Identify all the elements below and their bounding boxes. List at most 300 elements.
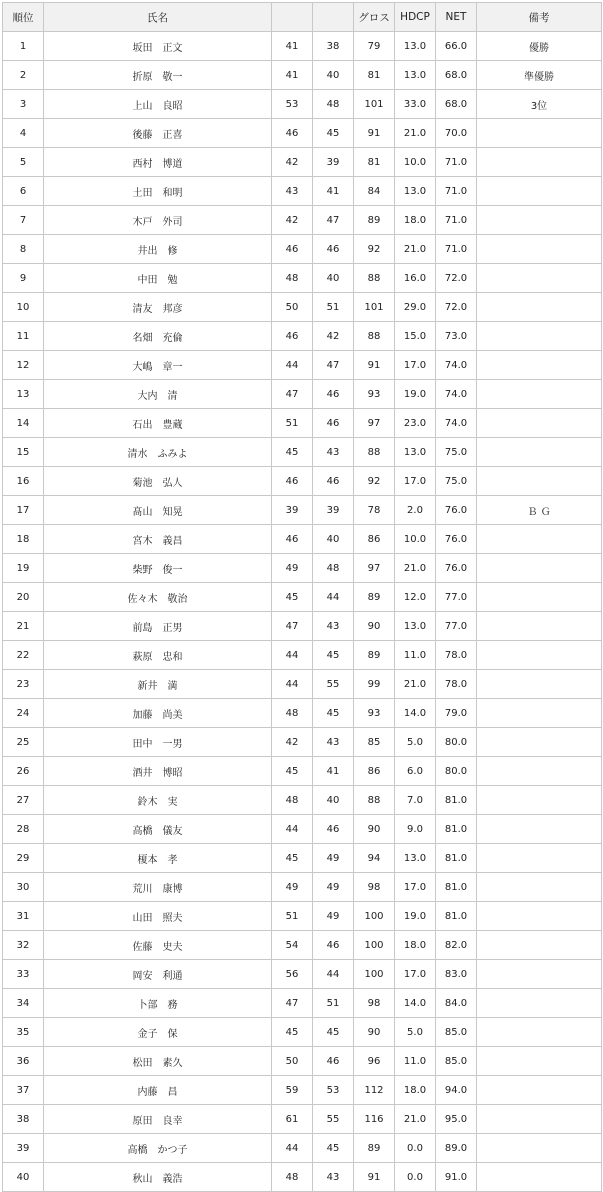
cell-out: 47 [272,380,313,409]
cell-hdcp: 17.0 [395,351,436,380]
cell-in: 43 [313,1163,354,1192]
cell-gross: 88 [354,438,395,467]
cell-gross: 90 [354,612,395,641]
cell-name: 菊池 弘人 [44,467,272,496]
cell-in: 49 [313,902,354,931]
cell-note [477,641,602,670]
cell-gross: 79 [354,32,395,61]
cell-note [477,786,602,815]
cell-gross: 100 [354,902,395,931]
cell-out: 47 [272,612,313,641]
cell-net: 77.0 [436,583,477,612]
cell-hdcp: 2.0 [395,496,436,525]
cell-net: 85.0 [436,1047,477,1076]
cell-rank: 22 [3,641,44,670]
cell-gross: 84 [354,177,395,206]
cell-net: 70.0 [436,119,477,148]
cell-in: 43 [313,728,354,757]
cell-net: 74.0 [436,351,477,380]
cell-note: 優勝 [477,32,602,61]
table-row [3,786,602,815]
cell-rank: 27 [3,786,44,815]
cell-gross: 89 [354,206,395,235]
cell-rank: 3 [3,90,44,119]
cell-rank: 29 [3,844,44,873]
cell-net: 95.0 [436,1105,477,1134]
cell-hdcp: 17.0 [395,960,436,989]
cell-in: 40 [313,525,354,554]
cell-out: 45 [272,583,313,612]
cell-net: 84.0 [436,989,477,1018]
cell-out: 44 [272,641,313,670]
cell-out: 46 [272,235,313,264]
table-row [3,641,602,670]
cell-hdcp: 23.0 [395,409,436,438]
header-in [313,3,354,32]
cell-note [477,1047,602,1076]
cell-hdcp: 13.0 [395,177,436,206]
cell-net: 81.0 [436,902,477,931]
cell-gross: 92 [354,235,395,264]
cell-name: 宮木 義昌 [44,525,272,554]
cell-out: 44 [272,1134,313,1163]
cell-name: 酒井 博昭 [44,757,272,786]
cell-name: 髙山 知晃 [44,496,272,525]
cell-net: 71.0 [436,235,477,264]
cell-hdcp: 5.0 [395,728,436,757]
table-row [3,322,602,351]
cell-out: 45 [272,438,313,467]
cell-in: 48 [313,554,354,583]
cell-name: 前島 正男 [44,612,272,641]
cell-out: 51 [272,902,313,931]
cell-name: 石出 豊蔵 [44,409,272,438]
cell-rank: 13 [3,380,44,409]
cell-name: 松田 素久 [44,1047,272,1076]
table-row [3,873,602,902]
cell-out: 46 [272,467,313,496]
results-table [2,2,602,1192]
table-row [3,1076,602,1105]
cell-name: 西村 博道 [44,148,272,177]
cell-in: 45 [313,1134,354,1163]
cell-in: 46 [313,931,354,960]
cell-net: 72.0 [436,293,477,322]
cell-out: 54 [272,931,313,960]
cell-hdcp: 19.0 [395,380,436,409]
cell-hdcp: 11.0 [395,641,436,670]
table-row [3,1105,602,1134]
table-row [3,612,602,641]
header-note: 備考 [477,3,602,32]
cell-gross: 90 [354,815,395,844]
cell-gross: 89 [354,641,395,670]
cell-hdcp: 21.0 [395,119,436,148]
table-row [3,583,602,612]
cell-gross: 93 [354,699,395,728]
cell-out: 49 [272,873,313,902]
cell-hdcp: 10.0 [395,525,436,554]
header-gross: グロス [354,3,395,32]
cell-out: 48 [272,264,313,293]
cell-note [477,148,602,177]
cell-in: 45 [313,119,354,148]
cell-rank: 35 [3,1018,44,1047]
cell-rank: 16 [3,467,44,496]
cell-hdcp: 17.0 [395,873,436,902]
cell-net: 89.0 [436,1134,477,1163]
cell-net: 71.0 [436,148,477,177]
cell-net: 81.0 [436,873,477,902]
cell-gross: 116 [354,1105,395,1134]
cell-hdcp: 29.0 [395,293,436,322]
cell-note [477,525,602,554]
table-body [3,32,602,1192]
cell-name: 金子 保 [44,1018,272,1047]
cell-gross: 96 [354,1047,395,1076]
cell-net: 78.0 [436,670,477,699]
cell-rank: 8 [3,235,44,264]
cell-hdcp: 21.0 [395,554,436,583]
cell-rank: 1 [3,32,44,61]
cell-net: 76.0 [436,554,477,583]
cell-note [477,177,602,206]
cell-note [477,902,602,931]
cell-name: 上山 良昭 [44,90,272,119]
table-row [3,148,602,177]
cell-gross: 92 [354,467,395,496]
cell-hdcp: 14.0 [395,989,436,1018]
table-row [3,989,602,1018]
cell-note [477,380,602,409]
cell-rank: 23 [3,670,44,699]
cell-gross: 88 [354,786,395,815]
cell-hdcp: 16.0 [395,264,436,293]
cell-name: 秋山 義浩 [44,1163,272,1192]
cell-net: 85.0 [436,1018,477,1047]
table-row [3,728,602,757]
cell-gross: 85 [354,728,395,757]
cell-hdcp: 15.0 [395,322,436,351]
cell-gross: 101 [354,293,395,322]
cell-in: 53 [313,1076,354,1105]
cell-hdcp: 0.0 [395,1163,436,1192]
cell-out: 41 [272,32,313,61]
header-name: 氏名 [44,3,272,32]
cell-note [477,1134,602,1163]
cell-out: 41 [272,61,313,90]
cell-net: 74.0 [436,380,477,409]
cell-out: 49 [272,554,313,583]
cell-out: 42 [272,148,313,177]
header-row [3,3,602,32]
header-rank: 順位 [3,3,44,32]
cell-out: 48 [272,786,313,815]
cell-note [477,699,602,728]
cell-rank: 30 [3,873,44,902]
table-row [3,757,602,786]
cell-hdcp: 19.0 [395,902,436,931]
table-row [3,235,602,264]
cell-hdcp: 12.0 [395,583,436,612]
cell-in: 51 [313,989,354,1018]
cell-in: 46 [313,235,354,264]
cell-hdcp: 33.0 [395,90,436,119]
cell-gross: 91 [354,351,395,380]
cell-hdcp: 13.0 [395,438,436,467]
cell-in: 55 [313,1105,354,1134]
cell-note [477,206,602,235]
cell-rank: 11 [3,322,44,351]
cell-note: 3位 [477,90,602,119]
cell-net: 77.0 [436,612,477,641]
cell-name: 後藤 正喜 [44,119,272,148]
cell-in: 40 [313,264,354,293]
cell-name: 加藤 尚美 [44,699,272,728]
table-row [3,902,602,931]
cell-rank: 20 [3,583,44,612]
cell-rank: 32 [3,931,44,960]
cell-gross: 100 [354,931,395,960]
table-row [3,206,602,235]
table-row [3,467,602,496]
cell-rank: 15 [3,438,44,467]
cell-in: 49 [313,873,354,902]
cell-note [477,293,602,322]
cell-note [477,409,602,438]
table-row [3,264,602,293]
cell-note: Ｂ Ｇ [477,496,602,525]
cell-hdcp: 9.0 [395,815,436,844]
cell-out: 47 [272,989,313,1018]
cell-gross: 89 [354,1134,395,1163]
cell-name: 高橋 かつ子 [44,1134,272,1163]
table-row [3,931,602,960]
cell-net: 78.0 [436,641,477,670]
cell-net: 80.0 [436,757,477,786]
cell-gross: 94 [354,844,395,873]
cell-hdcp: 5.0 [395,1018,436,1047]
table-row [3,815,602,844]
table-row [3,699,602,728]
cell-out: 59 [272,1076,313,1105]
table-row [3,1134,602,1163]
cell-rank: 7 [3,206,44,235]
cell-in: 43 [313,438,354,467]
cell-rank: 6 [3,177,44,206]
cell-net: 66.0 [436,32,477,61]
cell-name: 田中 一男 [44,728,272,757]
cell-net: 81.0 [436,815,477,844]
cell-name: 中田 勉 [44,264,272,293]
cell-gross: 93 [354,380,395,409]
cell-gross: 91 [354,119,395,148]
cell-net: 75.0 [436,467,477,496]
cell-in: 40 [313,786,354,815]
cell-note [477,351,602,380]
cell-out: 44 [272,351,313,380]
cell-rank: 33 [3,960,44,989]
table-row [3,351,602,380]
cell-gross: 81 [354,61,395,90]
cell-name: 新井 満 [44,670,272,699]
cell-in: 46 [313,409,354,438]
cell-out: 43 [272,177,313,206]
cell-note [477,873,602,902]
cell-net: 76.0 [436,496,477,525]
table-row [3,525,602,554]
cell-rank: 12 [3,351,44,380]
cell-note [477,1076,602,1105]
cell-hdcp: 21.0 [395,235,436,264]
cell-rank: 34 [3,989,44,1018]
table-row [3,1163,602,1192]
header-hdcp: HDCP [395,3,436,32]
cell-out: 46 [272,322,313,351]
cell-net: 80.0 [436,728,477,757]
cell-in: 51 [313,293,354,322]
cell-name: 名畑 充倫 [44,322,272,351]
cell-hdcp: 7.0 [395,786,436,815]
cell-net: 81.0 [436,786,477,815]
cell-note [477,467,602,496]
cell-hdcp: 13.0 [395,612,436,641]
table-row [3,496,602,525]
cell-rank: 24 [3,699,44,728]
cell-rank: 37 [3,1076,44,1105]
cell-hdcp: 6.0 [395,757,436,786]
cell-in: 41 [313,177,354,206]
cell-out: 56 [272,960,313,989]
cell-gross: 89 [354,583,395,612]
cell-in: 42 [313,322,354,351]
cell-name: 佐々木 敬治 [44,583,272,612]
cell-name: 佐藤 史夫 [44,931,272,960]
cell-hdcp: 18.0 [395,931,436,960]
cell-name: 荒川 康博 [44,873,272,902]
cell-gross: 88 [354,264,395,293]
cell-gross: 99 [354,670,395,699]
table-row [3,554,602,583]
cell-note [477,844,602,873]
cell-rank: 10 [3,293,44,322]
cell-out: 61 [272,1105,313,1134]
table-row [3,380,602,409]
cell-out: 44 [272,815,313,844]
cell-name: 柴野 俊一 [44,554,272,583]
cell-note [477,728,602,757]
cell-hdcp: 18.0 [395,206,436,235]
cell-note [477,322,602,351]
table-row [3,844,602,873]
cell-in: 40 [313,61,354,90]
cell-gross: 100 [354,960,395,989]
cell-note [477,1105,602,1134]
cell-name: 山田 照夫 [44,902,272,931]
cell-name: 岡安 利通 [44,960,272,989]
cell-out: 48 [272,699,313,728]
cell-hdcp: 0.0 [395,1134,436,1163]
cell-name: 大内 清 [44,380,272,409]
cell-hdcp: 11.0 [395,1047,436,1076]
cell-rank: 36 [3,1047,44,1076]
cell-note [477,989,602,1018]
cell-note: 準優勝 [477,61,602,90]
cell-rank: 18 [3,525,44,554]
header-out [272,3,313,32]
cell-out: 42 [272,728,313,757]
cell-name: 高橋 儀友 [44,815,272,844]
table-row [3,293,602,322]
cell-hdcp: 21.0 [395,1105,436,1134]
cell-in: 41 [313,757,354,786]
header-net: NET [436,3,477,32]
cell-out: 39 [272,496,313,525]
cell-name: 折原 敬一 [44,61,272,90]
cell-out: 53 [272,90,313,119]
table-row [3,409,602,438]
cell-net: 83.0 [436,960,477,989]
cell-name: 萩原 忠和 [44,641,272,670]
cell-rank: 39 [3,1134,44,1163]
cell-gross: 98 [354,989,395,1018]
cell-name: 大嶋 章一 [44,351,272,380]
cell-name: 清水 ふみよ [44,438,272,467]
cell-rank: 21 [3,612,44,641]
cell-out: 45 [272,1018,313,1047]
cell-rank: 28 [3,815,44,844]
cell-note [477,119,602,148]
cell-rank: 26 [3,757,44,786]
cell-note [477,583,602,612]
cell-gross: 86 [354,525,395,554]
cell-net: 81.0 [436,844,477,873]
cell-hdcp: 13.0 [395,61,436,90]
cell-out: 48 [272,1163,313,1192]
cell-gross: 88 [354,322,395,351]
cell-gross: 101 [354,90,395,119]
table-row [3,438,602,467]
cell-out: 46 [272,525,313,554]
cell-name: 井出 修 [44,235,272,264]
cell-net: 79.0 [436,699,477,728]
cell-rank: 19 [3,554,44,583]
cell-in: 46 [313,380,354,409]
cell-in: 46 [313,1047,354,1076]
cell-name: 坂田 正文 [44,32,272,61]
table-header [3,3,602,32]
cell-name: 土田 和明 [44,177,272,206]
cell-in: 38 [313,32,354,61]
cell-gross: 97 [354,554,395,583]
cell-gross: 91 [354,1163,395,1192]
cell-out: 44 [272,670,313,699]
cell-net: 82.0 [436,931,477,960]
cell-net: 68.0 [436,61,477,90]
cell-in: 46 [313,815,354,844]
cell-gross: 112 [354,1076,395,1105]
cell-name: 木戸 外司 [44,206,272,235]
cell-rank: 4 [3,119,44,148]
cell-in: 49 [313,844,354,873]
cell-note [477,612,602,641]
cell-net: 72.0 [436,264,477,293]
cell-in: 45 [313,699,354,728]
cell-out: 51 [272,409,313,438]
cell-net: 91.0 [436,1163,477,1192]
cell-net: 73.0 [436,322,477,351]
cell-net: 71.0 [436,206,477,235]
